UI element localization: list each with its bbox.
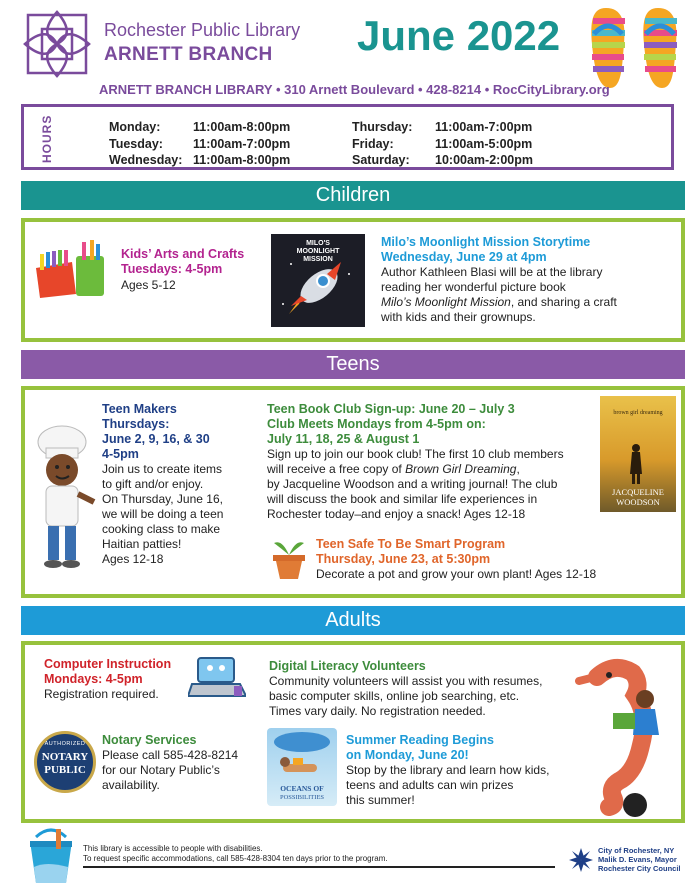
notary-line: availability. (102, 778, 160, 792)
milo-book-cover (271, 234, 365, 327)
notary-desc (102, 748, 238, 793)
computer-title: Computer Instruction (44, 657, 172, 671)
laptop-icon (188, 654, 246, 700)
storytime-title: Milo’s Moonlight Mission Storytime (381, 235, 591, 249)
book-club-title: Teen Book Club Sign-up: June 20 – July 3 (267, 402, 515, 416)
seahorse-icon (575, 655, 683, 820)
plant-pot-image (270, 535, 308, 581)
computer-when: Mondays: 4-5pm (44, 672, 143, 686)
footer-divider (83, 866, 555, 868)
notary-line: for our Notary Public’s (102, 763, 220, 777)
book-club-line: will receive a free copy of Brown Girl Dreaming, (267, 462, 520, 476)
crayons-icon (34, 238, 116, 300)
ocean-reader-icon (267, 728, 337, 784)
teens-heading: Teens (21, 350, 685, 379)
teen-makers (102, 402, 252, 567)
kids-arts-title: Kids’ Arts and Crafts (121, 247, 245, 261)
accessibility-note: This library is accessible to people with disabilities. (83, 844, 263, 853)
hours-label: HOURS (40, 114, 54, 163)
cover-title: brown girl dreaming (613, 410, 663, 416)
milo-cover-title: MILO'S MOONLIGHT MISSION (296, 240, 340, 263)
sand-bucket-icon (26, 827, 76, 885)
teen-safe-desc: Decorate a pot and grow your own plant! Ages 12-18 (316, 567, 597, 581)
book-club-line: by Jacqueline Woodson and a writing journal! The club (267, 477, 558, 491)
seal-top-text: AUTHORIZED (44, 741, 86, 747)
teen-makers-line: Ages 12-18 (102, 552, 164, 566)
address-line: ARNETT BRANCH LIBRARY • 310 Arnett Boulevard • 428-8214 • RocCityLibrary.org (99, 82, 610, 97)
teen-safe-title: Teen Safe To Be Smart Program (316, 537, 506, 551)
storytime-description: Author Kathleen Blasi will be at the library reading her wonderful picture book Milo’s Moonlight Mission, and sharing a craft with kids and their grownups. (381, 265, 617, 324)
teen-makers-line: Haitian patties! (102, 537, 182, 551)
teen-makers-time: 4-5pm (102, 447, 139, 461)
chef-boy-image (32, 422, 98, 570)
city-credits (598, 846, 681, 873)
teen-makers-line: On Thursday, June 16, (102, 492, 223, 506)
digital-line: Times vary daily. No registration needed. (269, 704, 486, 718)
summer-line: Stop by the library and learn how kids, (346, 763, 550, 777)
flip-flops-image (586, 4, 682, 92)
brown-girl-book-cover (600, 396, 676, 512)
computer-desc: Registration required. (44, 687, 159, 701)
teen-makers-title: Teen Makers (102, 402, 177, 416)
mayor-name: Malik D. Evans, Mayor (598, 855, 677, 864)
flip-flop-right-icon (643, 8, 677, 88)
branch-name: ARNETT BRANCH (104, 44, 273, 65)
teen-safe-when: Thursday, June 23, at 5:30pm (316, 552, 491, 566)
library-logo-icon (22, 9, 92, 79)
crayons-image (34, 238, 116, 300)
hours-row: Tuesday: 11:00am-7:00pm (109, 136, 291, 151)
digital-line: basic computer skills, online job searching, etc. (269, 689, 520, 703)
hours-left (109, 119, 290, 169)
hours-row: Monday: 11:00am-8:00pm (109, 120, 291, 134)
cover-author-first: JACQUELINE (612, 487, 664, 497)
oceans-logo (267, 728, 337, 806)
hours-row: Thursday: 11:00am-7:00pm (352, 120, 533, 134)
oceans-logo-line2: POSSIBILITIES (279, 794, 325, 801)
month-title: June 2022 (357, 12, 561, 59)
city-logo (568, 847, 594, 873)
library-name: Rochester Public Library (104, 20, 301, 40)
rocket-icon (271, 234, 365, 327)
book-club-meets: Club Meets Mondays from 4-5pm on: (267, 417, 486, 431)
laptop-image (188, 654, 246, 700)
teen-makers-dates: June 2, 9, 16, & 30 (102, 432, 210, 446)
hours-row: Wednesday: 11:00am-8:00pm (109, 153, 291, 167)
notary-title: Notary Services (102, 733, 197, 747)
book-club-line: will discuss the book and similar life experiences in (267, 492, 538, 506)
notary-seal (34, 731, 96, 793)
summer-title: Summer Reading Begins (346, 733, 494, 747)
city-name: City of Rochester, NY (598, 846, 675, 855)
digital-desc (269, 674, 542, 719)
children-heading: Children (21, 181, 685, 210)
flip-flop-left-icon (591, 8, 625, 88)
teen-makers-line: we will be doing a teen (102, 507, 224, 521)
city-flower-icon (568, 847, 594, 873)
teen-book-club (267, 402, 597, 522)
notary-line: Please call 585-428-8214 (102, 748, 239, 762)
cover-author-last: WOODSON (616, 497, 660, 507)
book-club-dates: July 11, 18, 25 & August 1 (267, 432, 420, 446)
teen-makers-line: Join us to create items (102, 462, 223, 476)
storytime-when: Wednesday, June 29 at 4pm (381, 250, 547, 264)
hours-row: Friday: 11:00am-5:00pm (352, 136, 533, 151)
seal-notary-text: NOTARY (41, 751, 89, 763)
hours-right (352, 119, 533, 169)
hours-row: Saturday: 10:00am-2:00pm (352, 153, 533, 167)
book-club-line: Rochester today–and enjoy a snack! Ages 12-18 (267, 507, 526, 521)
digital-line: Community volunteers will assist you with resumes, (269, 674, 543, 688)
adults-heading: Adults (21, 606, 685, 635)
teen-makers-line: cooking class to make (102, 522, 221, 536)
council-name: Rochester City Council (598, 864, 681, 873)
plant-pot-icon (270, 535, 308, 581)
teen-makers-line: to gift and/or enjoy. (102, 477, 204, 491)
kids-arts-ages: Ages 5-12 (121, 278, 176, 292)
seahorse-reader-image (575, 655, 683, 820)
accommodation-note: To request specific accommodations, call 585-428-8304 ten days prior to the program. (83, 854, 388, 863)
oceans-logo-line1: OCEANS OF (280, 784, 324, 793)
summer-when: on Monday, June 20! (346, 748, 469, 762)
digital-title: Digital Literacy Volunteers (269, 659, 426, 673)
summer-line: teens and adults can win prizes (346, 778, 514, 792)
kids-arts-when: Tuesdays: 4-5pm (121, 262, 223, 276)
chef-icon (32, 422, 98, 570)
summer-line: this summer! (346, 793, 415, 807)
seal-public-text: PUBLIC (44, 764, 86, 776)
bucket-image (26, 827, 76, 885)
library-logo (22, 9, 92, 79)
teen-makers-day: Thursdays: (102, 417, 170, 431)
summer-desc (346, 763, 549, 808)
book-club-line: Sign up to join our book club! The first 10 club members (267, 447, 564, 461)
